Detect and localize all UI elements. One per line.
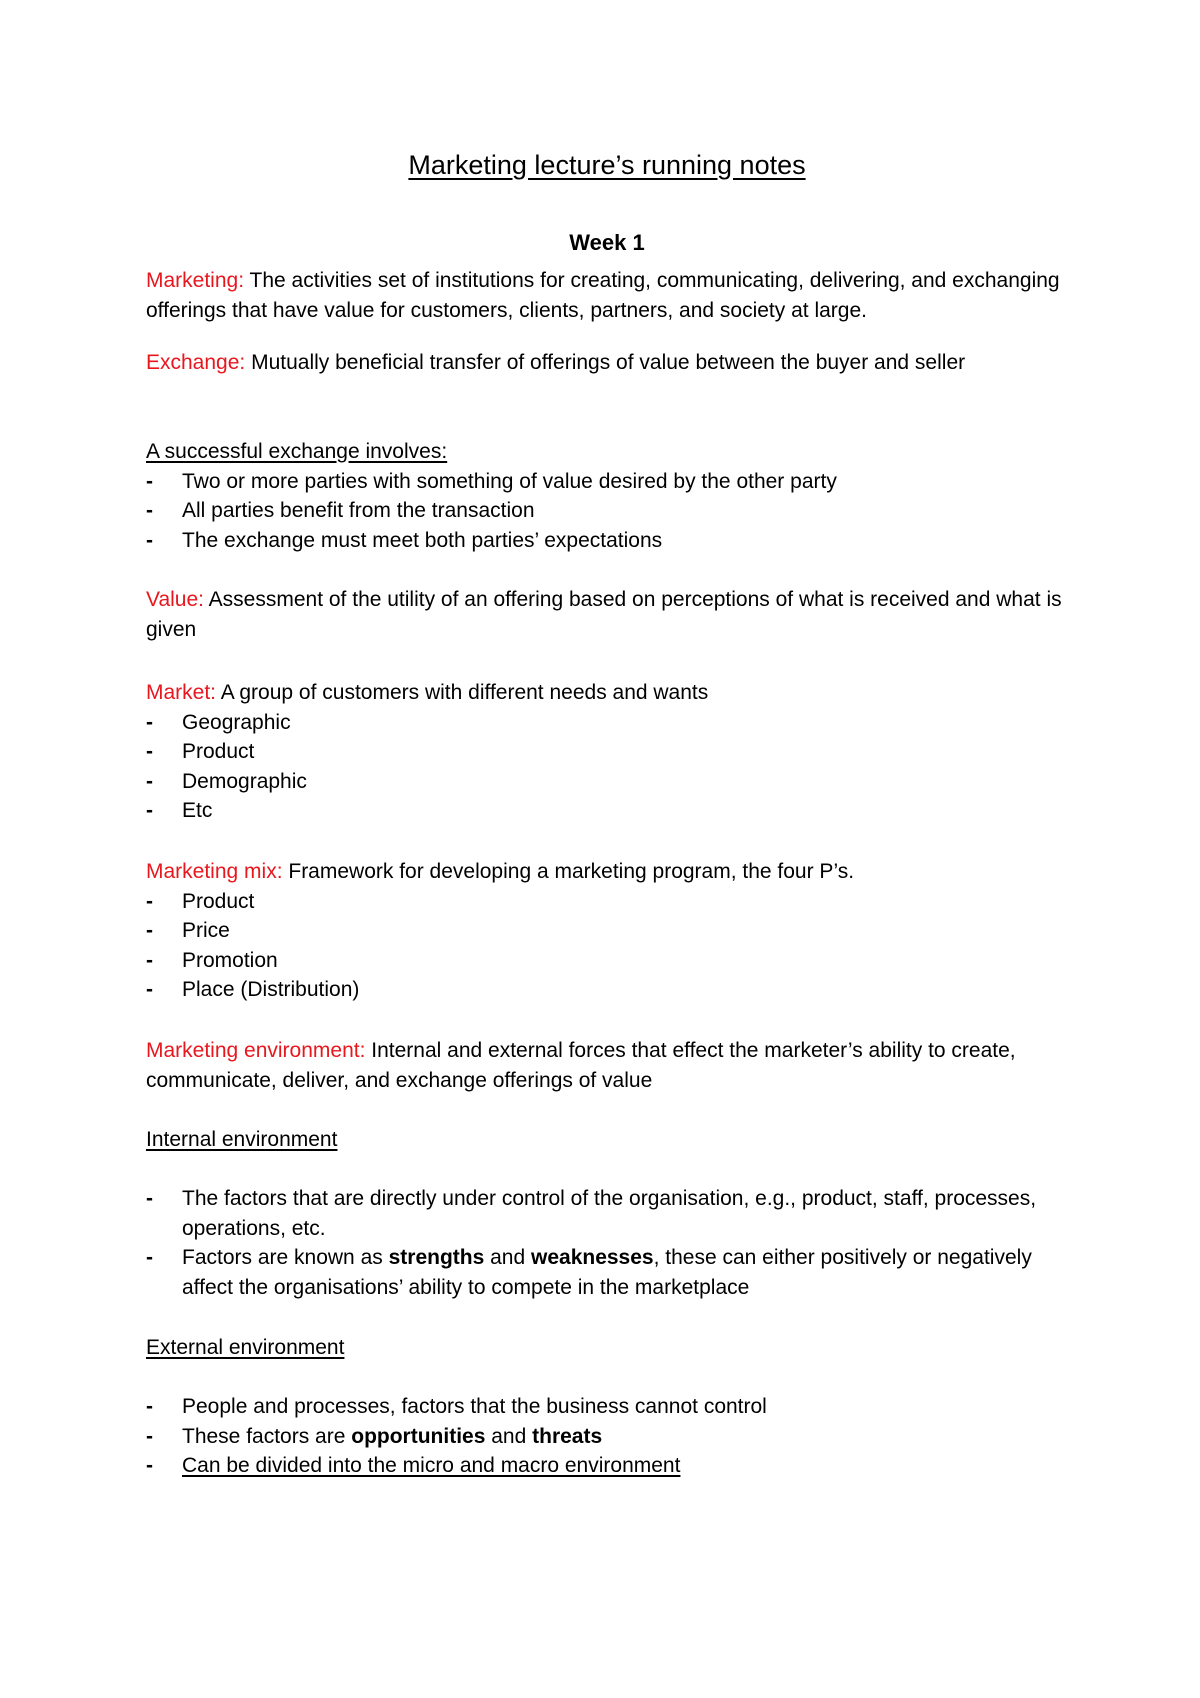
external-environment-heading: External environment: [146, 1336, 345, 1359]
internal-environment-list-wrap: [146, 1184, 1068, 1302]
marketing-environment-definition: [146, 1036, 1068, 1095]
definition-marketing-environment: Internal and external forces that effect the marketer’s ability to create, communicate, deliver, and exchange offerings of value: [146, 1039, 1016, 1092]
internal-environment-list: [146, 1184, 1068, 1302]
list-item: - Geographic: [146, 708, 1068, 738]
successful-exchange-heading: A successful exchange involves:: [146, 440, 448, 463]
list-item: - Demographic: [146, 767, 1068, 797]
list-item: - Product: [146, 887, 1068, 917]
definition-exchange: Mutually beneficial transfer of offerings of value between the buyer and seller: [245, 351, 966, 374]
list-item: - The exchange must meet both parties’ expectations: [146, 526, 1068, 556]
marketing-definition: [146, 266, 1068, 325]
marketing-mix-section: [146, 857, 1068, 1005]
page-title: Marketing lecture’s running notes: [408, 150, 806, 180]
list-item: - People and processes, factors that the business cannot control: [146, 1392, 1068, 1422]
list-item: - Etc: [146, 796, 1068, 826]
exchange-definition: [146, 348, 1068, 378]
market-section: [146, 678, 1068, 826]
term-marketing-mix: Marketing mix:: [146, 860, 283, 883]
definition-market: A group of customers with different needs and wants: [216, 681, 709, 704]
term-exchange: Exchange:: [146, 351, 246, 374]
external-environment-list: [146, 1392, 1068, 1481]
internal-environment-heading: Internal environment: [146, 1128, 338, 1151]
list-item: - These factors are opportunities and threats: [146, 1422, 1068, 1452]
list-item: - The factors that are directly under control of the organisation, e.g., product, staff, processes, operations, etc.: [146, 1184, 1068, 1243]
definition-marketing-mix: Framework for developing a marketing program, the four P’s.: [282, 860, 855, 883]
list-item: - Two or more parties with something of value desired by the other party: [146, 467, 1068, 497]
term-market: Market:: [146, 681, 217, 704]
definition-marketing: The activities set of institutions for creating, communicating, delivering, and exchanging offerings that have value for customers, clients, partners, and society at large.: [146, 269, 1060, 322]
successful-exchange-section: [146, 437, 1068, 555]
value-definition: [146, 585, 1068, 644]
list-item: - All parties benefit from the transaction: [146, 496, 1068, 526]
list-item: - Promotion: [146, 946, 1068, 976]
market-list: [146, 708, 1068, 826]
list-item: - Place (Distribution): [146, 975, 1068, 1005]
list-item: - Can be divided into the micro and macro environment: [146, 1451, 1068, 1481]
definition-value: Assessment of the utility of an offering based on perceptions of what is received and what is given: [146, 588, 1062, 641]
term-marketing: Marketing:: [146, 269, 245, 292]
term-marketing-environment: Marketing environment:: [146, 1039, 366, 1062]
term-value: Value:: [146, 588, 204, 611]
list-item: - Factors are known as strengths and weaknesses, these can either positively or negatively affect the organisations’ ability to compete in the marketplace: [146, 1243, 1068, 1302]
marketing-mix-list: [146, 887, 1068, 1005]
successful-exchange-list: [146, 467, 1068, 556]
list-item: - Product: [146, 737, 1068, 767]
week-heading: Week 1: [569, 230, 645, 255]
external-environment-list-wrap: [146, 1392, 1068, 1481]
list-item: - Price: [146, 916, 1068, 946]
